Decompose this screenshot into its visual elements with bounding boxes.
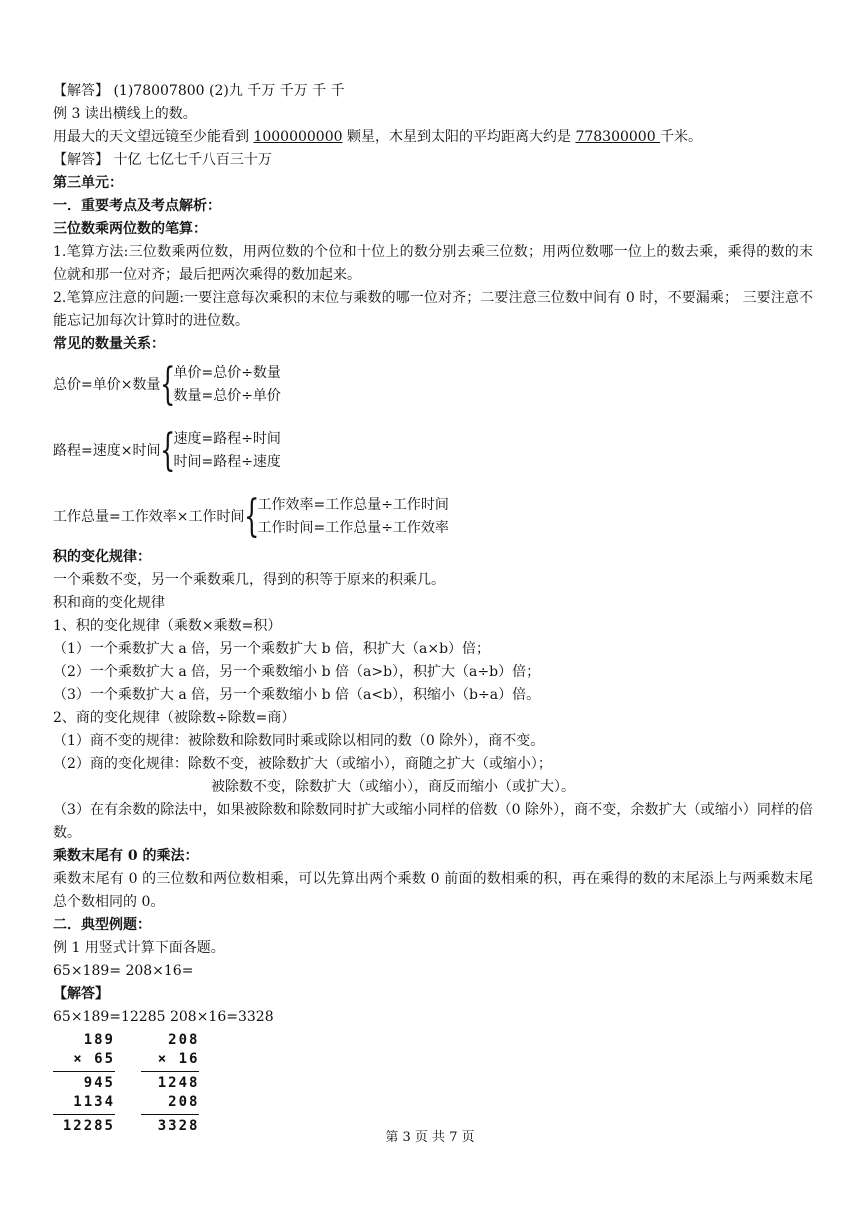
text-line: （2）商的变化规律：除数不变，被除数扩大（或缩小），商随之扩大（或缩小）； xyxy=(53,756,552,772)
answer-label: 【解答】 xyxy=(53,986,109,1002)
vertical-calc-1: 189 × 65 945 1134 12285 xyxy=(53,1031,115,1136)
paragraph: 乘数末尾有 0 的三位数和两位数相乘，可以先算出两个乘数 0 前面的数相乘的积，再在乘得的数的末尾添上与两乘数末尾总个数相同的 0。 xyxy=(53,871,813,910)
page-footer: 第 3 页 共 7 页 xyxy=(385,1130,475,1145)
paragraph: 2.笔算应注意的问题:一要注意每次乘积的末位与乘数的哪一位对齐；二要注意三位数中间有 0 时，不要漏乘； 三要注意不能忘记加每次计算时的进位数。 xyxy=(53,290,813,329)
topic-heading: 常见的数量关系： xyxy=(53,336,165,352)
text-line: （3）一个乘数扩大 a 倍，另一个乘数缩小 b 倍（a<b），积缩小（b÷a）倍。 xyxy=(53,687,541,703)
underlined-number-2: 778300000 xyxy=(575,129,661,145)
example-1-title: 例 1 用竖式计算下面各题。 xyxy=(53,940,225,956)
brace: { xyxy=(160,359,176,410)
example-1-answer: 65×189=12285 208×16=3328 xyxy=(53,1009,274,1025)
answer-line: 【解答】 十亿 七亿七千八百三十万 xyxy=(53,152,272,168)
text-line: 被除数不变，除数扩大（或缩小），商反而缩小（或扩大）。 xyxy=(211,779,575,795)
relation-price: 总价=单价×数量 { 单价=总价÷数量 数量=总价÷单价 xyxy=(53,359,281,410)
calc-line xyxy=(141,1114,199,1115)
example-3-title: 例 3 读出横线上的数。 xyxy=(53,106,197,122)
section-heading: 二．典型例题： xyxy=(53,917,151,933)
text-line: 一个乘数不变，另一个乘数乘几，得到的积等于原来的积乘几。 xyxy=(53,572,445,588)
calc-line xyxy=(53,1071,115,1072)
text-line: （1）商不变的规律：被除数和除数同时乘或除以相同的数（0 除外），商不变。 xyxy=(53,733,545,749)
paragraph: （3）在有余数的除法中，如果被除数和除数同时扩大或缩小同样的倍数（0 除外），商不变，余数扩大（或缩小）同样的倍数。 xyxy=(53,802,813,841)
section-heading: 一．重要考点及考点解析： xyxy=(53,198,221,214)
relation-work: 工作总量=工作效率×工作时间 { 工作效率=工作总量÷工作时间 工作时间=工作总量÷工作效率 xyxy=(53,491,449,542)
text-line: （2）一个乘数扩大 a 倍，另一个乘数缩小 b 倍（a>b），积扩大（a÷b）倍； xyxy=(53,664,541,680)
text-line: 1、积的变化规律（乘数×乘数=积） xyxy=(53,618,282,634)
text-line: 积和商的变化规律 xyxy=(53,595,165,611)
relation-distance: 路程=速度×时间 { 速度=路程÷时间 时间=路程÷速度 xyxy=(53,425,281,476)
brace: { xyxy=(244,491,260,542)
example-1-question: 65×189= 208×16= xyxy=(53,963,194,979)
vertical-calculations xyxy=(53,1031,813,1136)
calc-line xyxy=(141,1071,199,1072)
answer-line: 【解答】 (1)78007800 (2)九 千万 千万 千 千 xyxy=(53,83,345,99)
vertical-calc-2: 208 × 16 1248 208 3328 xyxy=(141,1031,199,1136)
topic-heading: 三位数乘两位数的笔算： xyxy=(53,221,207,237)
example-3-text: 用最大的天文望远镜至少能看到 1000000000 颗星，木星到太阳的平均距离大约是 778300000 千米。 xyxy=(53,129,703,145)
text-line: 2、商的变化规律（被除数÷除数=商） xyxy=(53,710,296,726)
calc-line xyxy=(53,1114,115,1115)
paragraph: 1.笔算方法:三位数乘两位数，用两位数的个位和十位上的数分别去乘三位数；用两位数哪一位上的数去乘，乘得的数的末位就和那一位对齐；最后把两次乘得的数加起来。 xyxy=(53,244,813,283)
topic-heading: 积的变化规律： xyxy=(53,549,151,565)
topic-heading: 乘数末尾有 0 的乘法： xyxy=(53,848,199,864)
text-line: （1）一个乘数扩大 a 倍，另一个乘数扩大 b 倍，积扩大（a×b）倍； xyxy=(53,641,491,657)
document-body xyxy=(53,80,813,1136)
unit-heading: 第三单元： xyxy=(53,175,123,191)
underlined-number-1: 1000000000 xyxy=(253,129,343,145)
brace: { xyxy=(160,425,176,476)
